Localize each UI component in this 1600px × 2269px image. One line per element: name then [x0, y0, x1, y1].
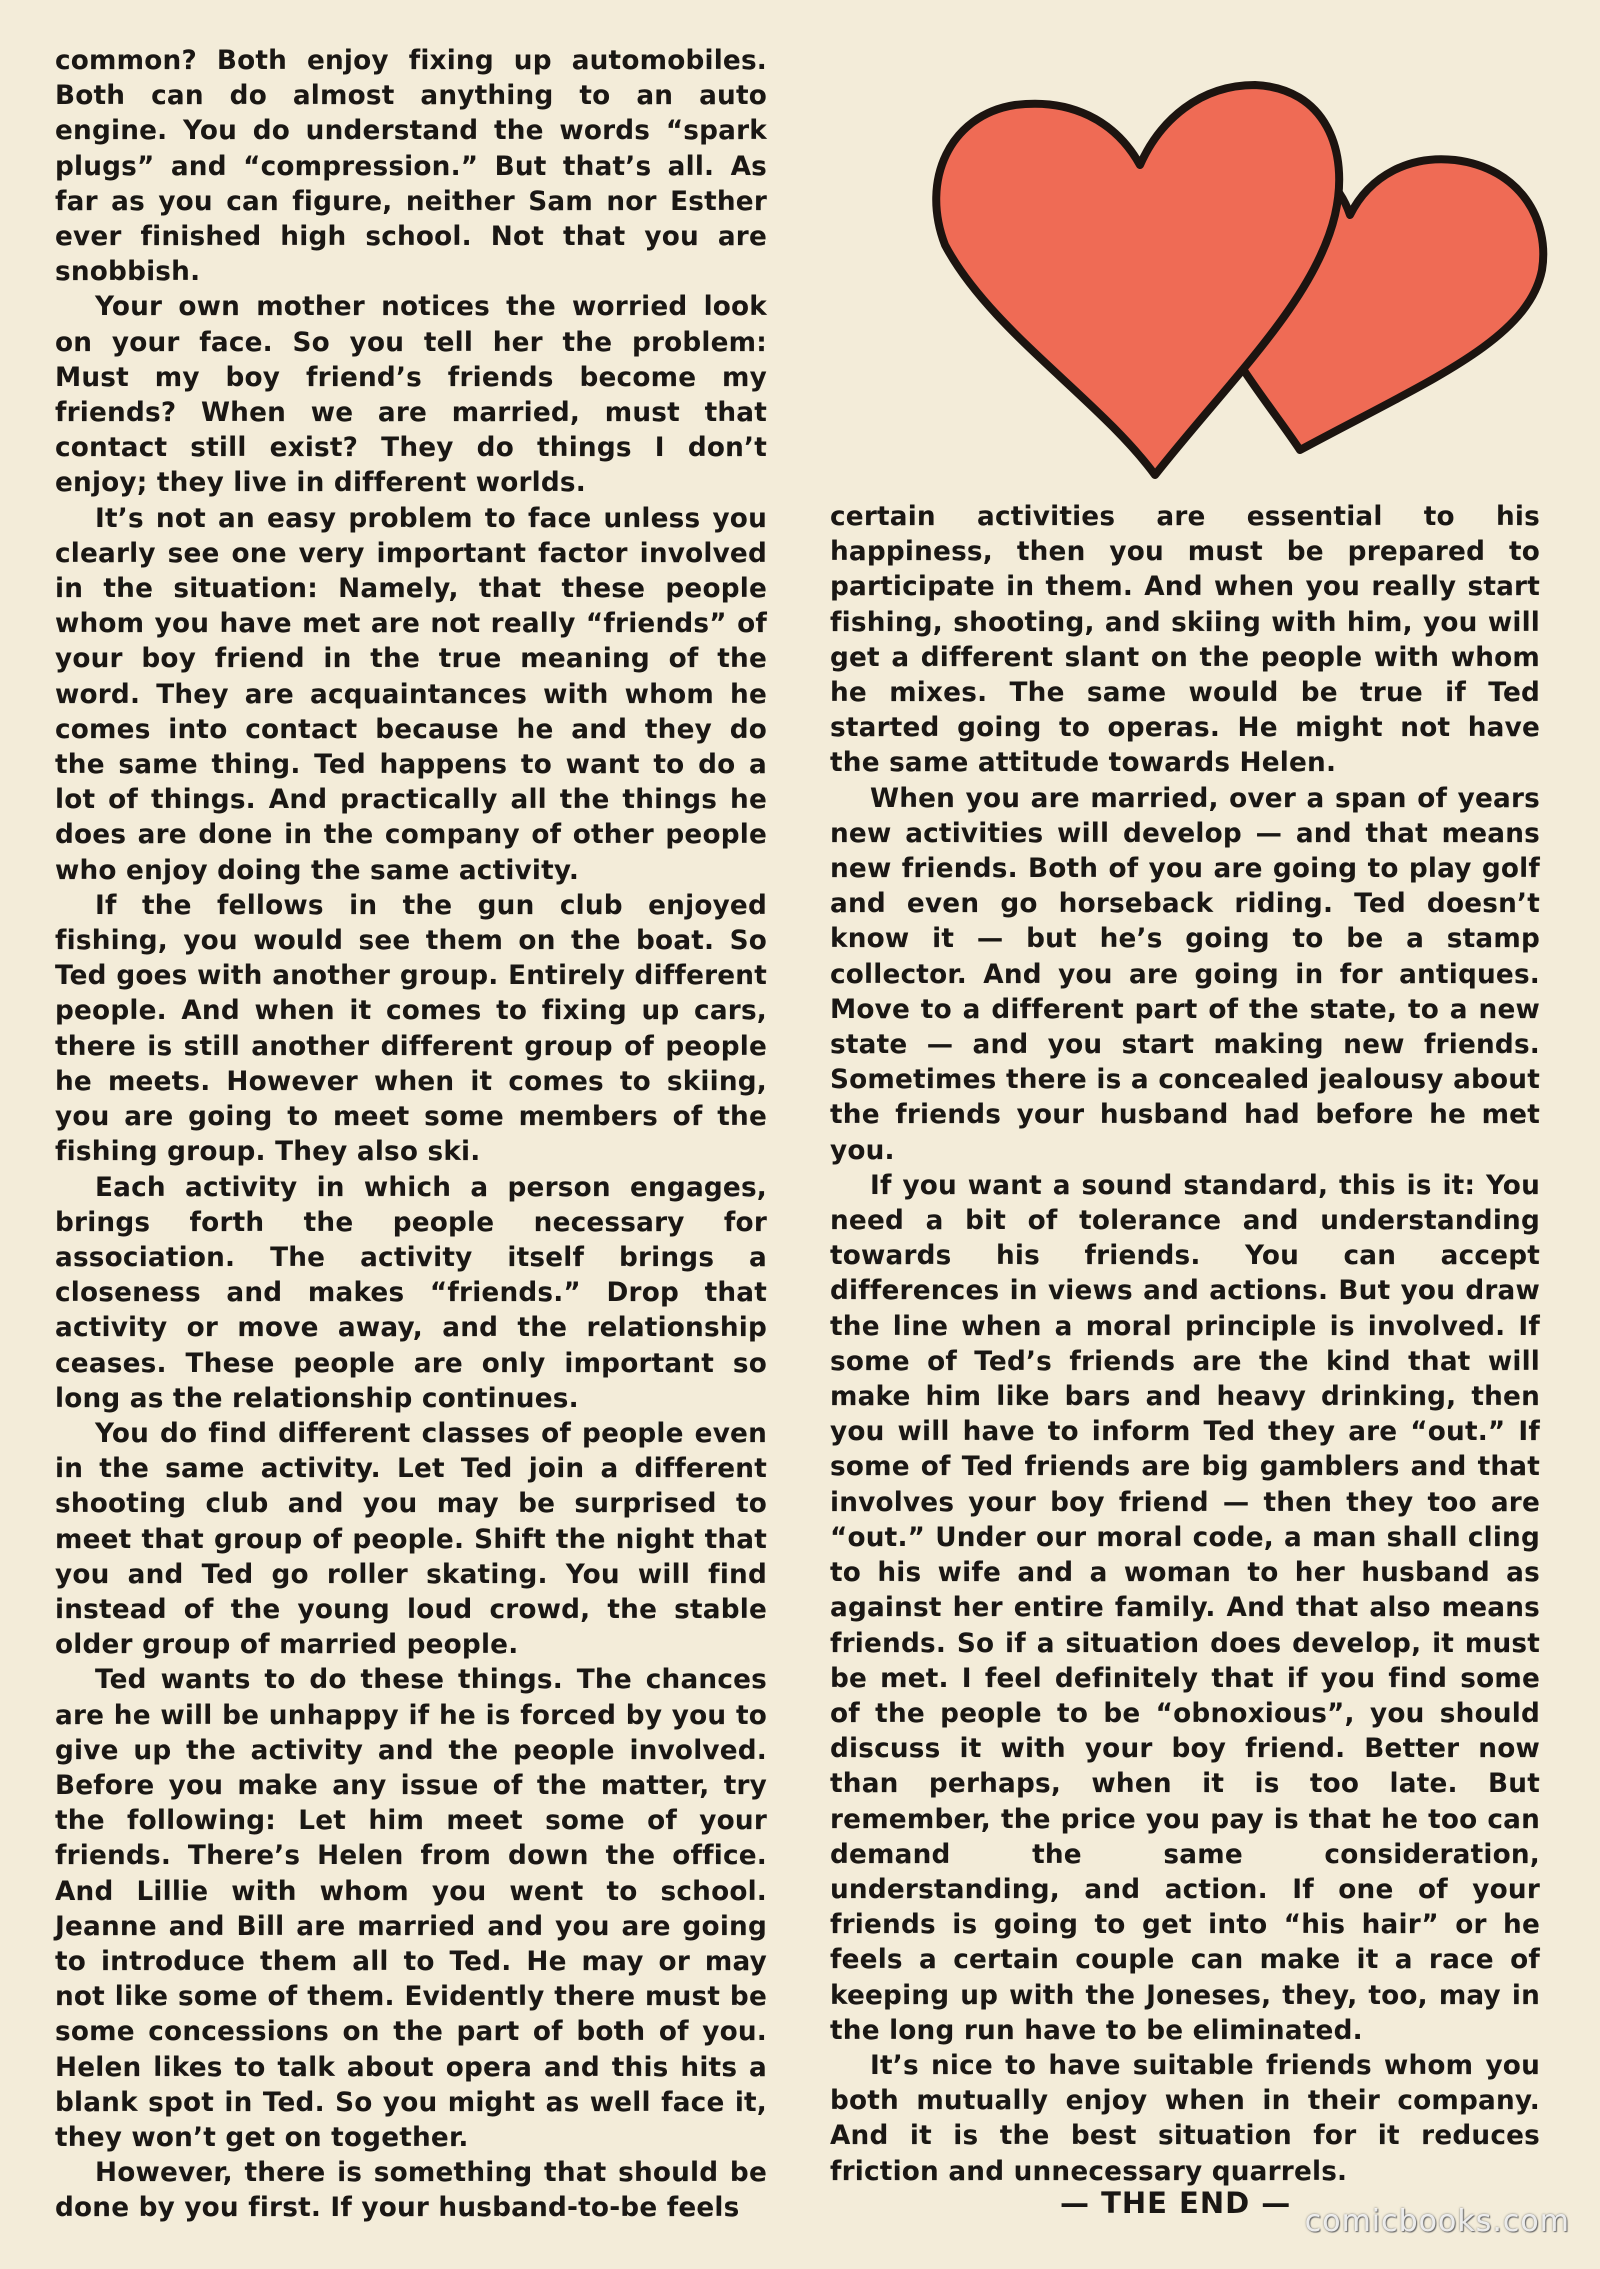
- paragraph: certain activities are essential to his happiness, then you must be prepared to participate in them. And when you really start fishing, shooting, and skiing with him, you will get a different slant on the people with whom he mixes. The same would be true if Ted started going to operas. He might not have the same attitude towards Helen.: [830, 502, 1540, 779]
- paragraph: When you are married, over a span of years new activities will develop — and that means new friends. Both of you are going to play golf and even go horseback riding. Ted doesn’t know it — but he’s going to be a stamp collector. And you are going in for antiques. Move to a different part of the state, to a new state — and you start making new friends. Sometimes there is a concealed jealousy about the friends your husband had before he met you.: [830, 783, 1540, 1166]
- paragraph: However, there is something that should be done by you first. If your husband-to-be feels: [55, 2158, 767, 2224]
- paragraph: Your own mother notices the worried look on your face. So you tell her the problem: Must my boy friend’s friends become my friends? When we are married, must that contact still exist? They do things I don’t enjoy; they live in different worlds.: [55, 292, 767, 499]
- paragraph: You do find different classes of people even in the same activity. Let Ted join a different shooting club and you may be surprised to meet that group of people. Shift the night that you and Ted go roller skating. You will find instead of the young loud crowd, the stable older group of married people.: [55, 1418, 767, 1661]
- hearts-illustration: [930, 60, 1570, 490]
- paragraph: It’s not an easy problem to face unless you clearly see one very important factor involved in the situation: Namely, that these people whom you have met are not really “friends” of your boy friend in the true meaning of the word. They are acquaintances with whom he comes into contact because he and they do the same thing. Ted happens to want to do a lot of things. And practically all the things he does are done in the company of other people who enjoy doing the same activity.: [55, 503, 767, 886]
- paragraph: It’s nice to have suitable friends whom you both mutually enjoy when in their company. And it is the best situation for it reduces friction and unnecessary quarrels.: [830, 2050, 1540, 2187]
- paragraph: common? Both enjoy fixing up automobiles. Both can do almost anything to an auto engine. You do understand the words “spark plugs” and “compression.” But that’s all. As far as you can figure, neither Sam nor Esther ever finished high school. Not that you are snobbish.: [55, 46, 767, 288]
- paragraph: If the fellows in the gun club enjoyed fishing, you would see them on the boat. So Ted goes with another group. Entirely different people. And when it comes to fixing up cars, there is still another different group of people he meets. However when it comes to skiing, you are going to meet some members of the fishing group. They also ski.: [55, 890, 767, 1168]
- right-text-column: [830, 500, 1540, 2190]
- watermark: comicbooks.com: [1304, 2204, 1570, 2239]
- paragraph: Each activity in which a person engages, brings forth the people necessary for association. The activity itself brings a closeness and makes “friends.” Drop that activity or move away, and the relationship ceases. These people are only important so long as the relationship continues.: [55, 1172, 767, 1414]
- the-end-label: — THE END —: [1060, 2186, 1292, 2220]
- paragraph: Ted wants to do these things. The chances are he will be unhappy if he is forced by you to give up the activity and the people involved. Before you make any issue of the matter, try the following: Let him meet some of your friends. There’s Helen from down the office. And Lillie with whom you went to school. Jeanne and Bill are married and you are going to introduce them all to Ted. He may or may not like some of them. Evidently there must be some concessions on the part of both of you. Helen likes to talk about opera and this hits a blank spot in Ted. So you might as well face it, they won’t get on together.: [55, 1665, 767, 2153]
- paragraph: If you want a sound standard, this is it: You need a bit of tolerance and understanding towards his friends. You can accept differences in views and actions. But you draw the line when a moral principle is involved. If some of Ted’s friends are the kind that will make him like bars and heavy drinking, then you will have to inform Ted they are “out.” If some of Ted friends are big gamblers and that involves your boy friend — then they too are “out.” Under our moral code, a man shall cling to his wife and a woman to her husband as against her entire family. And that also means friends. So if a situation does develop, it must be met. I feel definitely that if you find some of the people to be “obnoxious”, you should discuss it with your boy friend. Better now than perhaps, when it is too late. But remember, the price you pay is that he too can demand the same consideration, understanding, and action. If one of your friends is going to get into “his hair” or he feels a certain couple can make it a race of keeping up with the Joneses, they, too, may in the long run have to be eliminated.: [830, 1170, 1540, 2046]
- left-text-column: [55, 44, 767, 2227]
